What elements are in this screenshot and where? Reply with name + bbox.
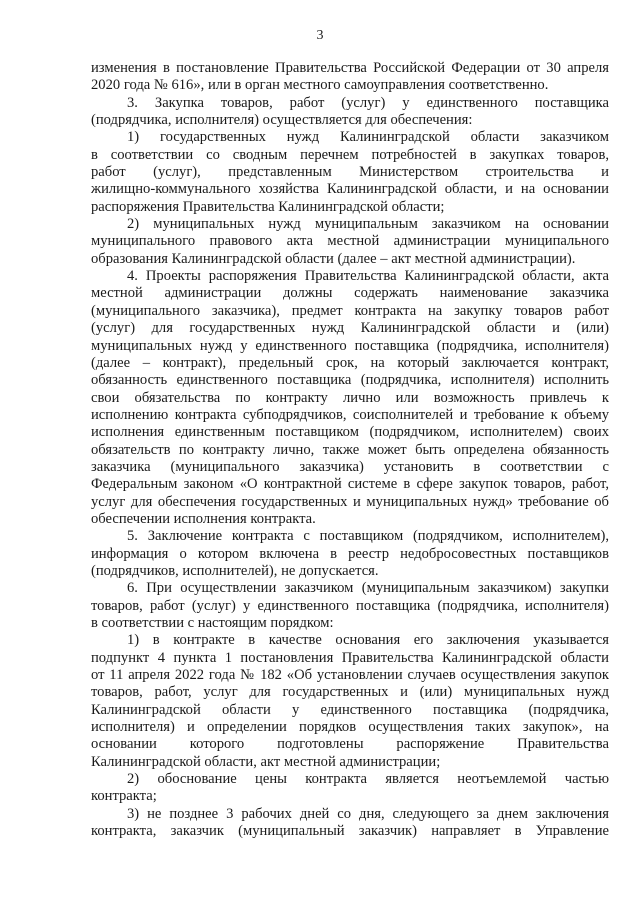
text-line: (далее – контракт), предельный срок, на который заключается контракт, [91, 354, 609, 371]
text-line: муниципального правового акта местной администрации муниципального [91, 233, 609, 250]
text-line: подпункт 4 пункта 1 постановления Правительства Калининградской области [91, 649, 609, 666]
text-line: 6. При осуществлении заказчиком (муниципальным заказчиком) закупки [127, 580, 609, 597]
text-line: работ (услуг), представленным Министерством строительства и [91, 164, 609, 181]
paragraph [91, 528, 609, 580]
text-line: обязанность единственного поставщика (подрядчика, исполнителя) исполнить [91, 372, 609, 389]
text-line: исполнителя) и определении порядков осуществления таких закупок», на [91, 719, 609, 736]
text-line: в соответствии со сводным перечнем потребностей в закупках товаров, [91, 146, 609, 163]
text-line: образования Калининградской области (далее – акт местной администрации). [91, 250, 576, 267]
text-line: (муниципального заказчика), предмет контракта на закупку товаров работ [91, 302, 609, 319]
text-line: исполнению контракта субподрядчиков, соисполнителей и требование к объему [91, 406, 609, 423]
text-line: муниципальных нужд у единственного поставщика (подрядчика, исполнителя) [91, 337, 609, 354]
text-line: Калининградской области, акт местной администрации; [91, 753, 441, 770]
paragraph [91, 771, 609, 806]
text-line: жилищно-коммунального хозяйства Калининградской области, и на основании [91, 181, 609, 198]
text-line: товаров, работ, услуг для государственных и (или) муниципальных нужд [91, 684, 609, 701]
paragraph [91, 580, 609, 632]
text-line: 1) государственных нужд Калининградской области заказчиком [127, 129, 609, 146]
text-line: обеспечении исполнения контракта. [91, 510, 316, 527]
text-line: информация о котором включена в реестр недобросовестных поставщиков [91, 545, 609, 562]
text-line: распоряжения Правительства Калининградской области; [91, 198, 445, 215]
text-line: (услуг) для государственных нужд Калининградской области и (или) [91, 320, 609, 337]
text-line: 2020 года № 616», или в орган местного самоуправления соответственно. [91, 77, 549, 94]
text-line: 4. Проекты распоряжения Правительства Калининградской области, акта [127, 268, 609, 285]
paragraph [91, 129, 609, 216]
paragraph [91, 806, 609, 841]
text-line: свои обязательства по контракту лично или возможность привлечь к [91, 389, 609, 406]
text-line: заказчика (муниципального заказчика) установить в соответствии с [91, 458, 609, 475]
text-line: контракта, заказчик (муниципальный заказчик) направляет в Управление [91, 823, 609, 840]
text-line: 2) обоснование цены контракта является неотъемлемой частью [127, 771, 609, 788]
text-line: 3. Закупка товаров, работ (услуг) у единственного поставщика [127, 94, 609, 111]
text-line: основании которого подготовлены распоряжение Правительства [91, 736, 609, 753]
text-line: исполнения единственным поставщиком (подрядчиком, исполнителем) своих [91, 424, 609, 441]
text-line: (подрядчика, исполнителя) осуществляется для обеспечения: [91, 112, 473, 129]
text-line: Калининградской области у единственного поставщика (подрядчика, [91, 701, 609, 718]
text-line: изменения в постановление Правительства Российской Федерации от 30 апреля [91, 60, 609, 76]
text-line: от 11 апреля 2022 года № 182 «Об установлении случаев осуществления закупок [91, 667, 609, 684]
text-line: 5. Заключение контракта с поставщиком (подрядчиком, исполнителем), [127, 528, 609, 545]
text-line: услуг для обеспечения государственных и муниципальных нужд» требование об [91, 493, 609, 510]
text-line: местной администрации должны содержать наименование заказчика [91, 285, 609, 302]
text-line: в соответствии с настоящим порядком: [91, 615, 334, 631]
text-line: контракта; [91, 788, 157, 805]
document-body [91, 60, 609, 840]
paragraph [91, 268, 609, 528]
text-line: обязательств по контракту лично, также может быть определена обязанность [91, 441, 609, 458]
text-line: 3) не позднее 3 рабочих дней со дня, следующего за днем заключения [127, 805, 609, 822]
text-line: товаров, работ (услуг) у единственного поставщика (подрядчика, исполнителя) [91, 597, 609, 614]
paragraph [91, 95, 609, 130]
text-line: 1) в контракте в качестве основания его заключения указывается [127, 632, 609, 649]
text-line: 2) муниципальных нужд муниципальным заказчиком на основании [127, 216, 609, 233]
paragraph [91, 60, 609, 95]
text-line: (подрядчиков, исполнителей), не допускается. [91, 562, 379, 579]
paragraph [91, 632, 609, 771]
page-number: 3 [316, 28, 324, 43]
text-line: Федеральным законом «О контрактной системе в сфере закупок товаров, работ, [91, 476, 609, 493]
paragraph [91, 216, 609, 268]
